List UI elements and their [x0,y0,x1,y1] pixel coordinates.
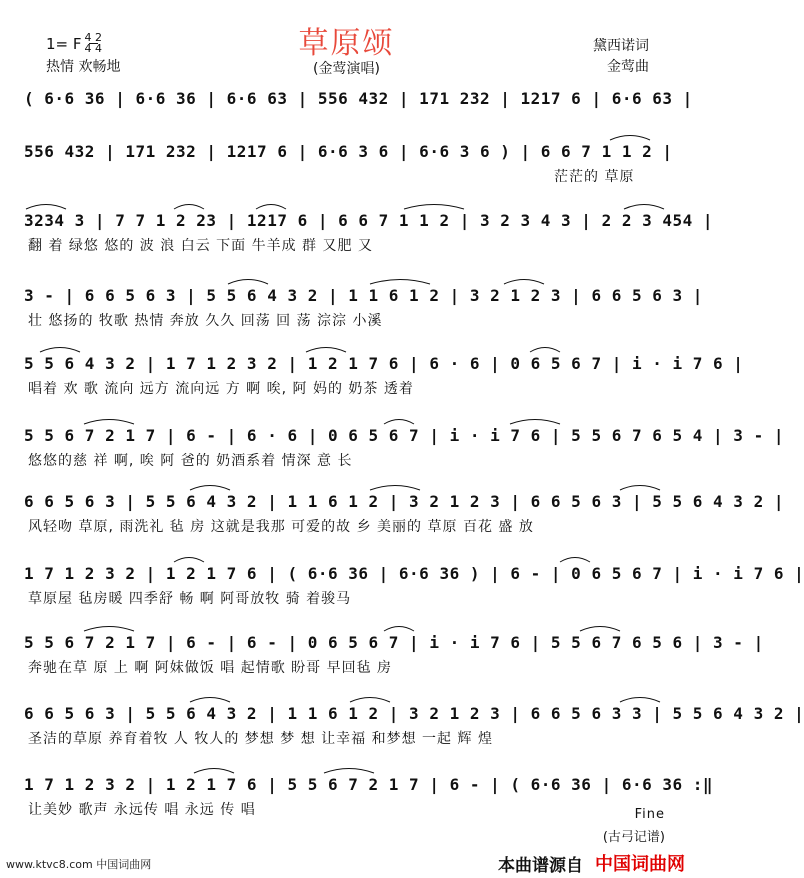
notation-line: 556 432 | 171 232 | 1217 6 | 6·6 3 6 | 6·6 3 6 ) | 6 6 7 1 1 2 | [24,142,673,161]
slur-marks [24,622,672,632]
notation-line: 5 5 6 7 2 1 7 | 6 - | 6 · 6 | 0 6 5 6 7 | i · i 7 6 | 5 5 6 7 6 5 4 | 3 - | [24,426,784,445]
fine-marker: Fine [634,807,665,822]
key-label: 1= F [46,34,82,53]
notation-line: ( 6·6 36 | 6·6 36 | 6·6 63 | 556 432 | 171 232 | 1217 6 | 6·6 63 | [24,89,693,108]
slur-marks [24,343,672,353]
lyricist-credit: 黛西诺词 [593,38,649,54]
time-signature-bottom: 4 4 [84,42,103,55]
lyric-line: 奔驰在草 原 上 啊 阿妹做饭 唱 起情歌 盼哥 早回毡 房 [28,660,393,676]
lyric-line: 风轻吻 草原, 雨洗礼 毡 房 这就是我那 可爱的故 乡 美丽的 草原 百花 盛 放 [28,519,534,535]
lyric-line: 让美妙 歌声 永远传 唱 永远 传 唱 [28,802,256,818]
lyric-line: 草原屋 毡房暖 四季舒 畅 啊 阿哥放牧 骑 着骏马 [28,591,352,607]
slur-marks [24,275,672,285]
notation-line: 3 - | 6 6 5 6 3 | 5 5 6 4 3 2 | 1 1 6 1 2 | 3 2 1 2 3 | 6 6 5 6 3 | [24,286,703,305]
lyric-line: 悠悠的慈 祥 啊, 唉 阿 爸的 奶酒系着 情深 意 长 [28,453,353,469]
slur-marks [24,553,672,563]
lyric-line: 翻 着 绿悠 悠的 波 浪 白云 下面 牛羊成 群 又肥 又 [28,238,373,254]
notation-line: 5 5 6 4 3 2 | 1 7 1 2 3 2 | 1 2 1 7 6 | 6 · 6 | 0 6 5 6 7 | i · i 7 6 | [24,354,744,373]
composer-credit: 金莺曲 [607,59,649,75]
performer-note: (金莺演唱) [313,61,380,77]
notation-line: 3234 3 | 7 7 1 2 23 | 1217 6 | 6 6 7 1 1 2 | 3 2 3 4 3 | 2 2 3 454 | [24,211,714,230]
transcriber-credit: (古弓记谱) [602,830,665,845]
tempo-marking: 热情 欢畅地 [46,59,121,75]
notation-line: 6 6 5 6 3 | 5 5 6 4 3 2 | 1 1 6 1 2 | 3 2 1 2 3 | 6 6 5 6 3 3 | 5 5 6 4 3 2 | [24,704,804,723]
notation-line: 1 7 1 2 3 2 | 1 2 1 7 6 | ( 6·6 36 | 6·6 36 ) | 6 - | 0 6 5 6 7 | i · i 7 6 | [24,564,804,583]
slur-marks [24,481,672,491]
site-watermark: www.ktvc8.com 中国词曲网 [6,858,152,871]
lyric-line: 圣洁的草原 养育着牧 人 牧人的 梦想 梦 想 让幸福 和梦想 一起 辉 煌 [28,731,493,747]
lyric-line: 唱着 欢 歌 流向 远方 流向远 方 啊 唉, 阿 妈的 奶茶 透着 [28,381,414,397]
slur-marks [24,764,672,774]
lyric-line: 茫茫的 草原 [554,169,635,185]
source-credit: 本曲谱源自 [498,856,583,876]
lyric-line: 壮 悠扬的 牧歌 热情 奔放 久久 回荡 回 荡 淙淙 小溪 [28,313,383,329]
notation-line: 5 5 6 7 2 1 7 | 6 - | 6 - | 0 6 5 6 7 | i · i 7 6 | 5 5 6 7 6 5 6 | 3 - | [24,633,764,652]
slur-marks [24,415,672,425]
slur-marks [24,693,672,703]
brand-logo-text: 中国词曲网 [595,854,685,875]
slur-marks [24,200,672,210]
notation-line: 1 7 1 2 3 2 | 1 2 1 7 6 | 5 5 6 7 2 1 7 | 6 - | ( 6·6 36 | 6·6 36 :‖ [24,775,714,794]
notation-line: 6 6 5 6 3 | 5 5 6 4 3 2 | 1 1 6 1 2 | 3 2 1 2 3 | 6 6 5 6 3 | 5 5 6 4 3 2 | [24,492,784,511]
song-title: 草原颂 [298,26,395,61]
slur-marks [24,131,672,141]
time-signature-top: 4 2 [84,31,103,44]
